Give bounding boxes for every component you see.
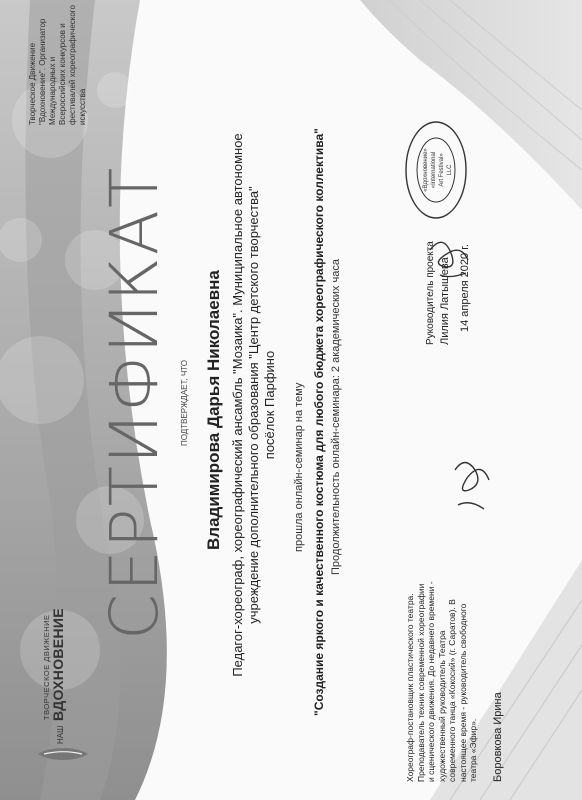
leaf-ribbon-logo-icon — [36, 746, 90, 762]
seminar-leader-name: Боровкова Ирина — [492, 692, 504, 782]
seminar-topic: "Создание яркого и качественного костюма для любого бюджета хореографического коллектива" — [312, 128, 326, 716]
logo-tag-text: НАШ — [56, 725, 65, 744]
organization-stamp — [404, 120, 468, 220]
event-intro: прошла онлайн-семинар на тему — [293, 382, 305, 552]
project-leader-name: Лилия Латышева — [439, 257, 451, 345]
confirms-text: ПОДТВЕРЖДАЕТ, ЧТО — [180, 359, 189, 446]
logo-subtitle: ТВОРЧЕСКОЕ ДВИЖЕНИЕ — [42, 614, 51, 720]
project-leader-role: Руководитель проекта — [425, 241, 436, 345]
recipient-name: Владимирова Дарья Николаевна — [204, 270, 223, 550]
issue-date: 14 апреля 2020 г. — [459, 244, 471, 332]
stamp-line: LLC — [447, 164, 453, 176]
seminar-leader-bio: Хореограф-постановщик пластического театра. Преподаватель техник современной хореографии и сценического движения. До недавнего времени - художественный руководитель Театра современного танца «Кокосий» (г. Саратов). В настоящее время - руководитель свободного театра «Эфир». — [405, 581, 478, 782]
recipient-line: посёлок Парфино — [262, 350, 277, 460]
recipient-details — [230, 105, 278, 705]
stamp-line: Art Festival» — [439, 153, 445, 187]
recipient-line: учреждение дополнительного образования "Центр детского творчества" — [246, 186, 261, 624]
stamp-line: «International — [431, 151, 437, 189]
organization-text: Творческое Движение "Вдохновение". Организатор Международных и Всероссийских конкурсов и фестивалей хореографического искусства — [28, 4, 87, 125]
organization-logo — [34, 608, 92, 762]
recipient-line: Педагог-хореограф, хореографический ансамбль "Мозаика". Муниципальное автономное — [230, 133, 245, 677]
logo-name: ВДОХНОВЕНИЕ — [50, 608, 66, 721]
seminar-duration: Продолжительность онлайн-семинара: 2 академических часа — [330, 259, 342, 575]
certificate-title: СЕРТИФИКАТ — [96, 165, 173, 640]
stamp-line: «Вдохновение» — [423, 148, 429, 192]
